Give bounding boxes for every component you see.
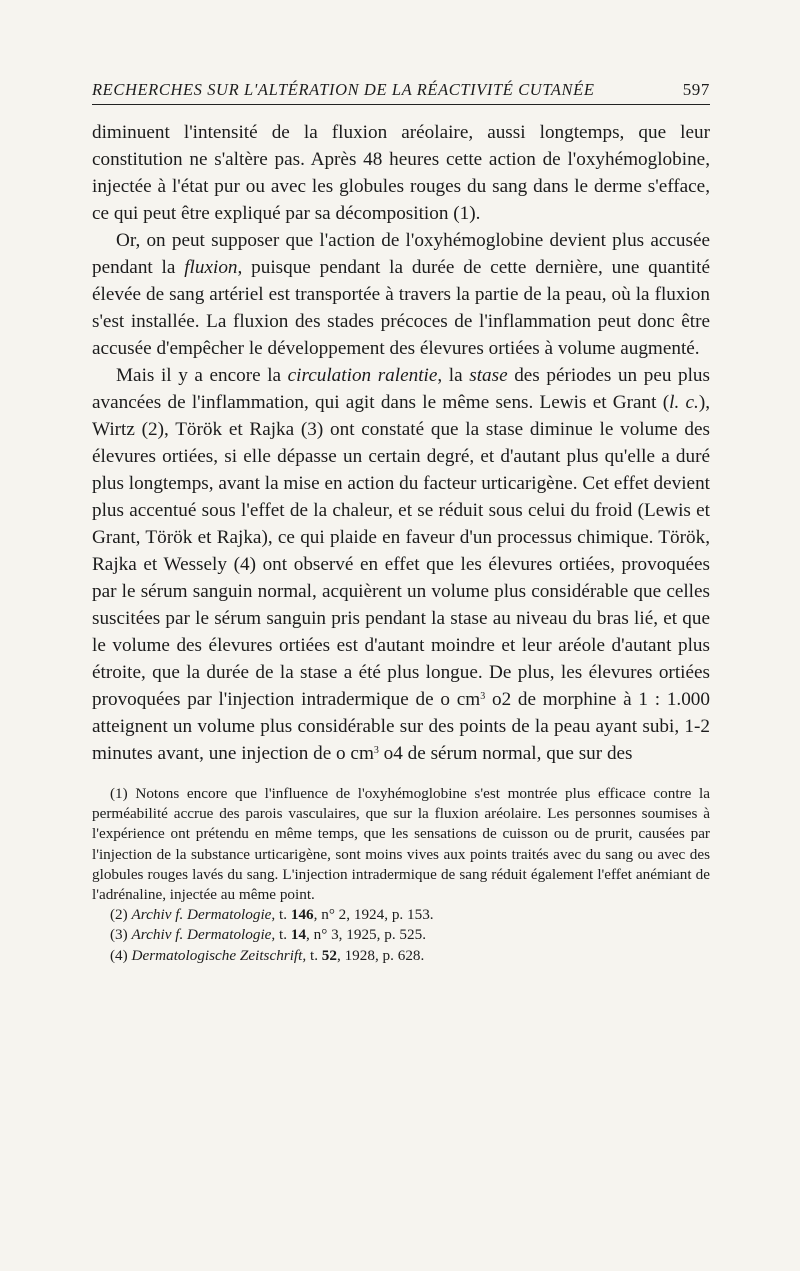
superscript-2: 3 — [373, 745, 379, 756]
paragraph-3-italic-1: circulation ralentie — [287, 365, 438, 386]
running-title: RECHERCHES SUR L'ALTÉRATION DE LA RÉACTIVITÉ CUTANÉE — [92, 80, 595, 99]
footnote-2-journal: Archiv f. Dermatologie, — [131, 906, 276, 924]
footnote-3-number: (3) — [110, 926, 132, 944]
footnote-2-rest: , n° 2, 1924, p. 153. — [313, 906, 434, 924]
footnote-2-t: t. — [275, 906, 291, 924]
footnote-3-journal: Archiv f. Dermatologie, — [131, 926, 276, 944]
footnote-2-volume: 146 — [290, 906, 314, 924]
paragraph-3-text-c: des périodes un peu plus avancées de l'inflammation, qui agit dans le même sens. Lewis et Grant ( — [92, 365, 710, 413]
footnote-3-rest: , n° 3, 1925, p. 525. — [306, 926, 427, 944]
footnote-3-volume: 14 — [290, 926, 307, 944]
footnote-4-t: t. — [306, 946, 322, 964]
footnote-4-rest: , 1928, p. 628. — [336, 946, 425, 964]
superscript-1: 3 — [480, 691, 486, 702]
footnote-2 — [92, 905, 710, 925]
footnote-4-number: (4) — [110, 946, 132, 964]
paragraph-2-italic: fluxion — [184, 257, 238, 278]
page-number: 597 — [682, 80, 710, 99]
paragraph-3-text-b: , la — [437, 365, 470, 386]
running-head — [92, 78, 710, 105]
paragraph-3-italic-3: l. c. — [669, 392, 699, 413]
footnote-4-volume: 52 — [321, 946, 337, 964]
body-text — [92, 119, 710, 767]
paragraph-1-text: diminuent l'intensité de la fluxion aréolaire, aussi longtemps, que leur constitution ne s'altère pas. Après 48 heures cette action de l'oxyhémoglobine, injectée à l'état pur ou avec les globules rouges du sang dans le derme s'efface, ce qui peut être expliqué par sa décomposition (1). — [92, 122, 710, 224]
footnote-1: (1) Notons encore que l'influence de l'oxyhémoglobine s'est montrée plus efficace contre la perméabilité accrue des parois vasculaires, que sur la fluxion aréolaire. Les personnes soumises à l'expérience ont prétendu en même temps, que les sensations de cuisson ou de prurit, causées par l'injection de la substance urticarigène, sont moins vives aux points traités avec du sang ou avec des globules rouges lavés du sang. L'injection intradermique de sang réduit également l'effet anémiant de l'adrénaline, injectée au même point. — [92, 785, 710, 904]
footnote-4 — [92, 946, 710, 966]
footnote-3-t: t. — [275, 926, 291, 944]
paragraph-2-text-a: Or, on peut supposer que l'action de l'oxyhémoglobine devient plus accusée pendant la — [92, 230, 710, 278]
footnote-3 — [92, 925, 710, 945]
paragraph-2 — [92, 227, 710, 362]
paragraph-3-text-e: o2 de morphine à 1 : 1.000 atteignent un volume plus considérable sur des points de la peau ayant subi, 1-2 minutes avant, une injection de o cm — [92, 689, 710, 764]
paragraph-3-italic-2: stase — [469, 365, 508, 386]
paragraph-3 — [92, 362, 710, 767]
footnotes — [92, 784, 710, 966]
page — [92, 78, 710, 966]
paragraph-3-text-d: ), Wirtz (2), Török et Rajka (3) ont constaté que la stase diminue le volume des élevures ortiées, si elle dépasse un certain degré, et d'autant plus qu'elle a duré plus longtemps, avant la mise en action du facteur urticarigène. Cet effet devient plus accentué sous l'effet de la chaleur, et se réduit sous celui du froid (Lewis et Grant, Török et Rajka), ce qui plaide en faveur d'un processus chimique. Török, Rajka et Wessely (4) ont observé en effet que les élevures ortiées, provoquées par le sérum sanguin normal, acquièrent un volume plus considérable que celles suscitées par le sérum sanguin pris pendant la stase au niveau du bras lié, et que le volume des élevures ortiées est d'autant moindre et leur aréole d'autant plus étroite, que la durée de la stase a été plus longue. De plus, les élevures ortiées provoquées par l'injection intradermique de o cm — [92, 392, 710, 710]
paragraph-2-text-b: , puisque pendant la durée de cette dernière, une quantité élevée de sang artériel est transportée à travers la partie de la peau, où la fluxion s'est installée. La fluxion des stades précoces de l'inflammation peut donc être accusée d'empêcher le développement des élevures ortiées à volume augmenté. — [92, 257, 710, 359]
paragraph-3-text-f: o4 de sérum normal, que sur des — [378, 743, 633, 764]
footnote-2-number: (2) — [110, 906, 132, 924]
paragraph-1 — [92, 119, 710, 227]
footnote-4-journal: Dermatologische Zeitschrift, — [131, 946, 307, 964]
paragraph-3-text-a: Mais il y a encore la — [116, 365, 288, 386]
